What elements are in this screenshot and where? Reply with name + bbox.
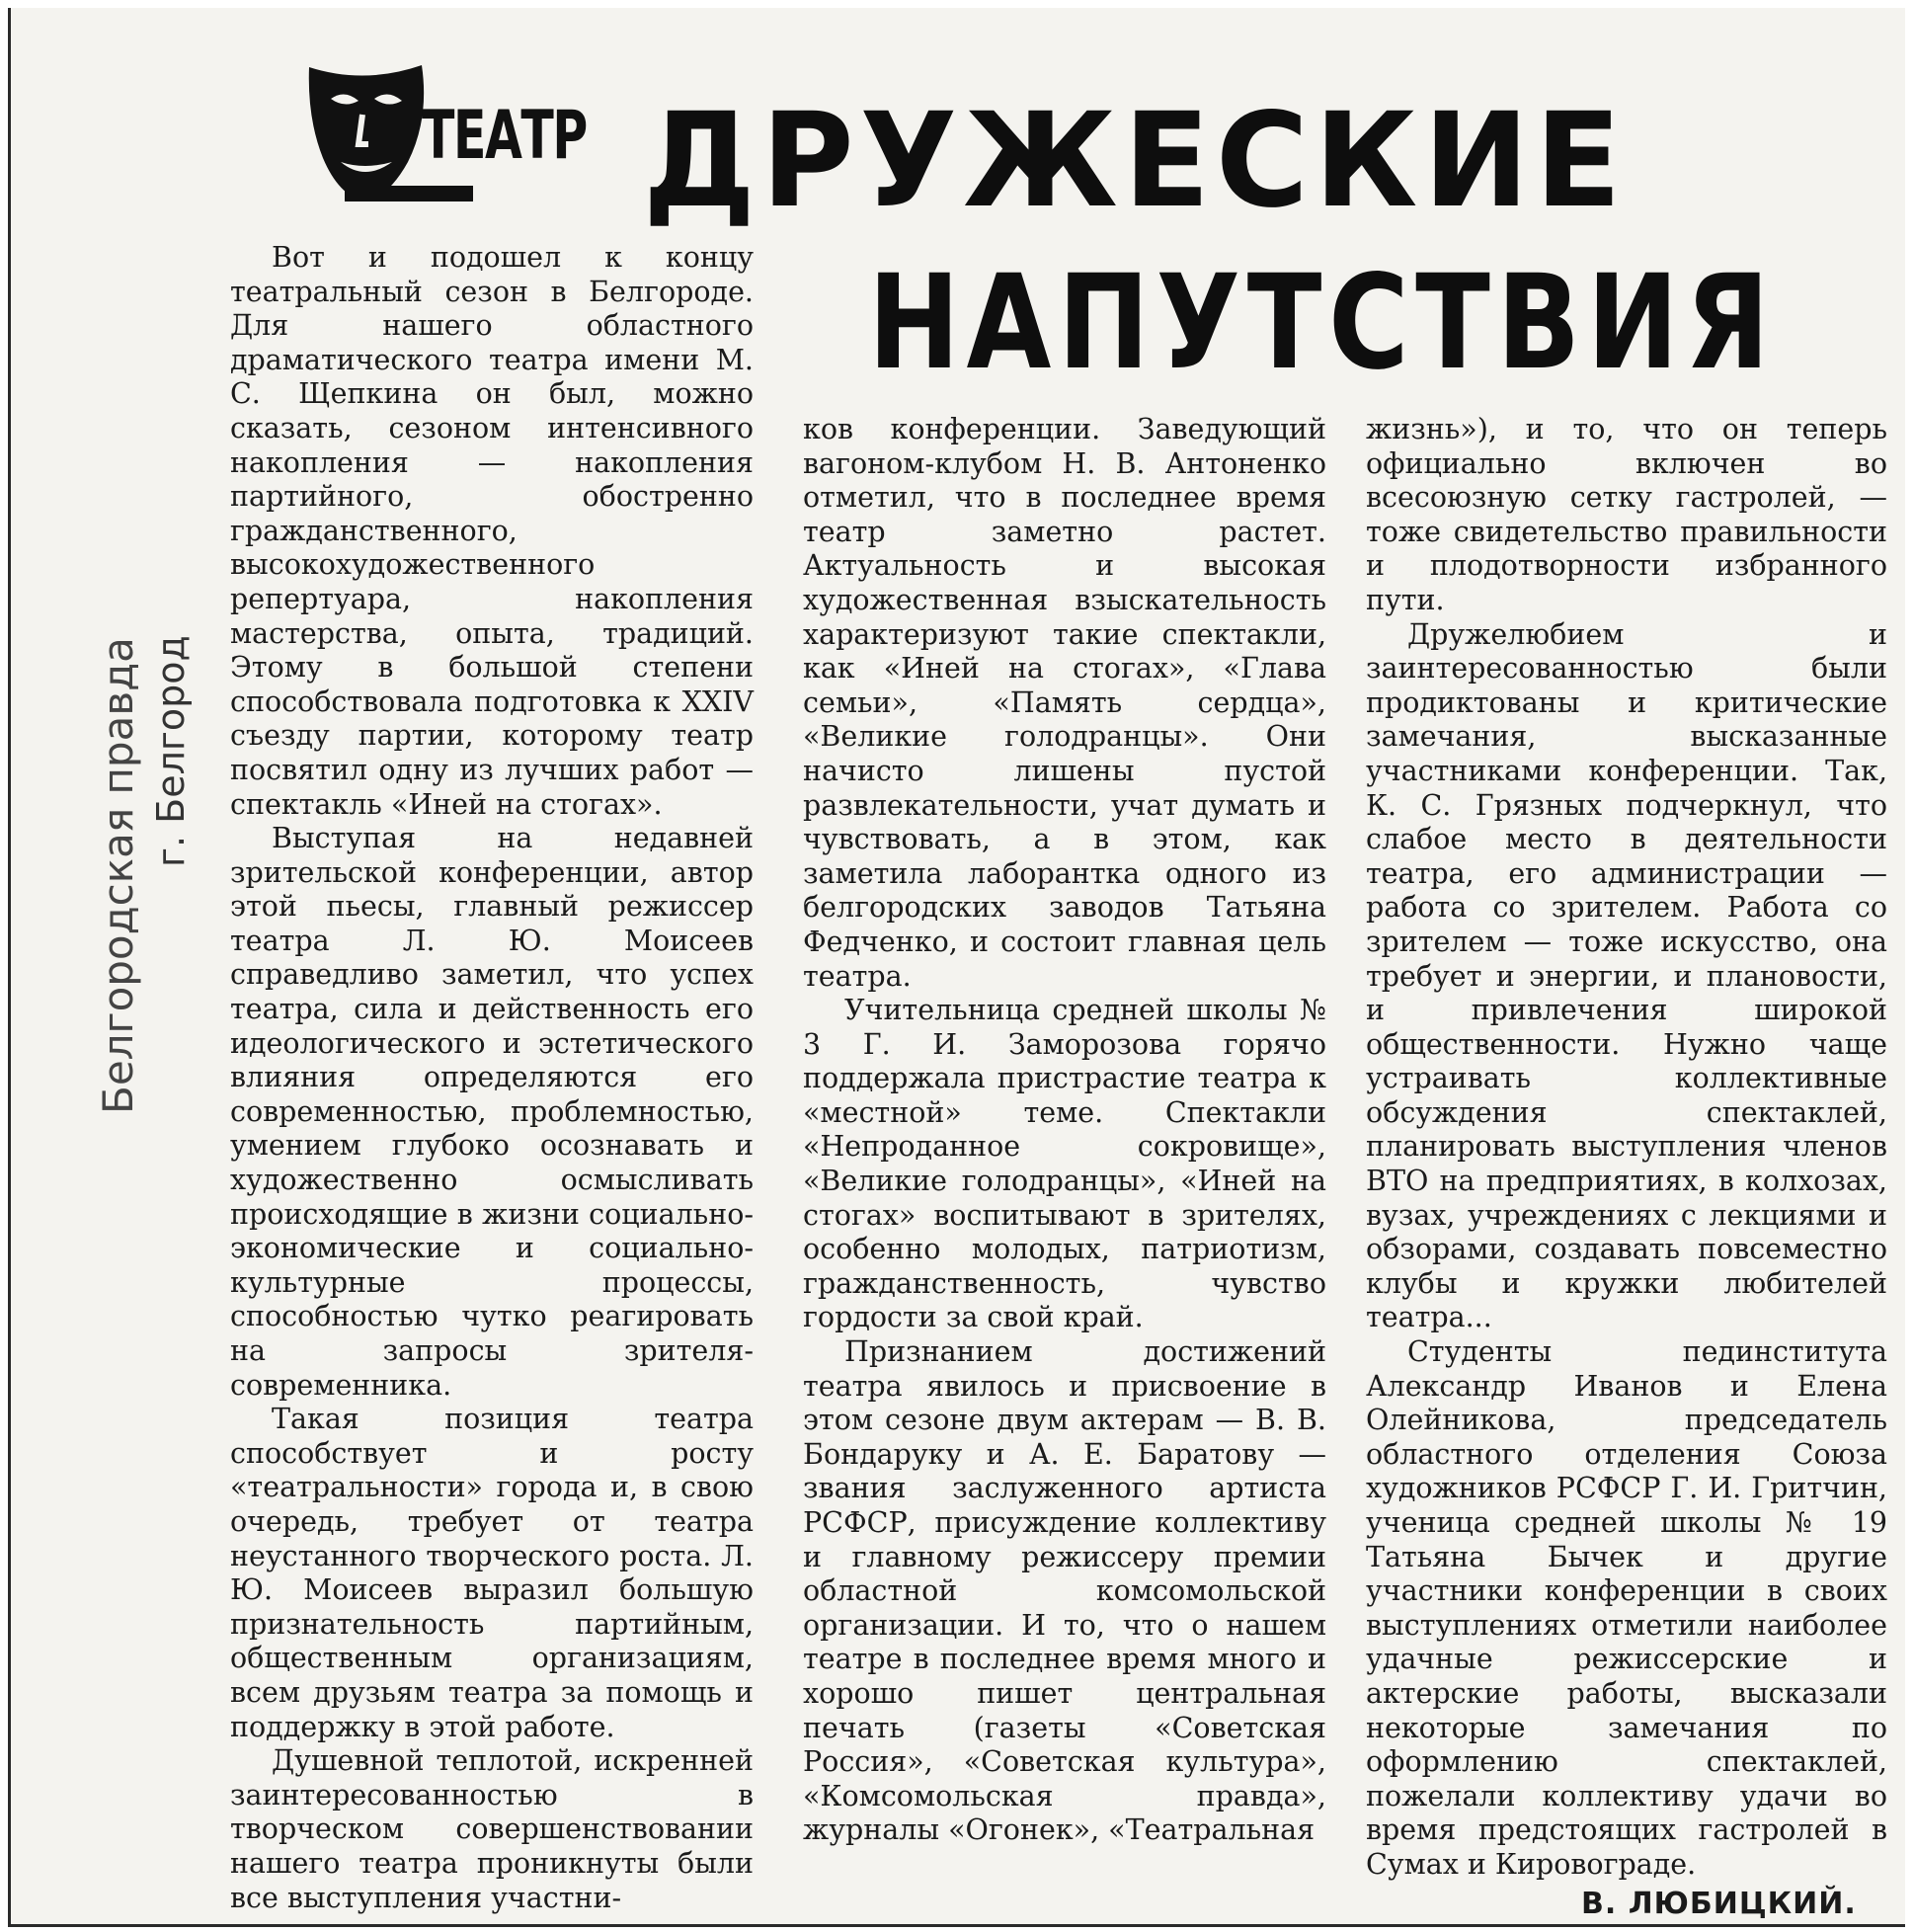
article-column-1	[230, 241, 754, 1915]
paragraph: жизнь»), и то, что он теперь официально включен во всесоюзную сетку гастролей, — тоже свидетельство правильности и плодотворности избранного пути.	[1366, 413, 1887, 616]
paragraph: Признанием достижений театра явилось и присвоение в этом сезоне двум актерам — В. В. Бондаруку и А. Е. Баратову — звания заслуженного артиста РСФСР, присуждение коллективу и главному режиссеру премии областной комсомольской организации. И то, что о нашем театре в последнее время много и хорошо пишет центральная печать (газеты «Советская Россия», «Советская культура», «Комсомольская правда», журналы «Огонек», «Театральная	[803, 1335, 1326, 1847]
paragraph: Такая позиция театра способствует и росту «театральности» города и, в свою очередь, требует от театра неустанного творческого роста. Л. Ю. Моисеев выразил большую признательность партийным, общественным организациям, всем друзьям театра за помощь и поддержку в этой работе.	[230, 1403, 754, 1743]
stamp-newspaper: Белгородская правда	[94, 637, 142, 1114]
newspaper-clipping	[8, 8, 1905, 1927]
paragraph: Вот и подошел к концу театральный сезон в Белгороде. Для нашего областного драматического театра имени М. С. Щепкина он был, можно сказать, сезоном интенсивного накопления — накопления партийного, обостренно гражданственного, высокохудожественного репертуара, накопления мастерства, опыта, традиций. Этому в большой степени способствовала подготовка к XXIV съезду партии, которому театр посвятил одну из лучших работ — спектакль «Иней на стогах».	[230, 241, 754, 821]
rubric-label: ТЕАТР	[422, 97, 587, 175]
headline-line-2: НАПУТСТВИЯ	[868, 247, 1777, 399]
paragraph: ков конференции. Заведующий вагоном-клубом Н. В. Антоненко отметил, что в последнее время театр заметно растет. Актуальность и высокая художественная взыскательность характеризуют такие спектакли, как «Иней на стогах», «Глава семьи», «Память сердца», «Великие голодранцы». Они начисто лишены пустой развлекательности, учат думать и чувствовать, а в этом, как заметила лаборантка одного из белгородских заводов Татьяна Федченко, и состоит главная цель театра.	[803, 413, 1326, 993]
paragraph: Выступая на недавней зрительской конференции, автор этой пьесы, главный режиссер театра Л. Ю. Моисеев справедливо заметил, что успех театра, сила и действенность его идеологического и эстетического влияния определяются его современностью, проблемностью, умением глубоко осознавать и художественно осмысливать происходящие в жизни социально-экономические и социально-культурные процессы, способностью чутко реагировать на запросы зрителя-современника.	[230, 822, 754, 1402]
headline-line-1: ДРУЖЕСКИЕ	[643, 85, 1628, 237]
paragraph: Учительница средней школы № 3 Г. И. Заморозова горячо поддержала пристрастие театра к «местной» теме. Спектакли «Непроданное сокровище», «Великие голодранцы», «Иней на стогах» воспитывают в зрителях, особенно молодых, патриотизм, гражданственность, чувство гордости за свой край.	[803, 994, 1326, 1334]
paragraph: Дружелюбием и заинтересованностью были продиктованы и критические замечания, высказанные участниками конференции. Так, К. С. Грязных подчеркнул, что слабое место в деятельности театра, его администрации — работа со зрителем. Работа со зрителем — тоже искусство, она требует и энергии, и плановости, и привлечения широкой общественности. Нужно чаще устраивать коллективные обсуждения спектаклей, планировать выступления членов ВТО на предприятиях, в колхозах, вузах, учреждениях с лекциями и обзорами, создавать повсеместно клубы и кружки любителей театра...	[1366, 617, 1887, 1334]
archive-stamp	[94, 324, 193, 1114]
author-signature: В. ЛЮБИЦКИЙ.	[1581, 1887, 1857, 1921]
theatre-rubric	[305, 59, 621, 207]
article-column-3	[1366, 413, 1887, 1883]
paragraph: Душевной теплотой, искренней заинтересованностью в творческом совершенствовании нашего театра проникнуты были все выступления участни-	[230, 1744, 754, 1914]
paragraph: Студенты пединститута Александр Иванов и Елена Олейникова, председатель областного отделения Союза художников РСФСР Г. И. Гритчин, ученица средней школы № 19 Татьяна Бычек и другие участники конференции в своих выступлениях отметили наиболее удачные режиссерские и актерские работы, высказали некоторые замечания по оформлению спектаклей, пожелали коллективу удачи во время предстоящих гастролей в Сумах и Кировограде.	[1366, 1335, 1887, 1881]
stamp-city: г. Белгород	[149, 635, 193, 867]
article-column-2	[803, 413, 1326, 1848]
